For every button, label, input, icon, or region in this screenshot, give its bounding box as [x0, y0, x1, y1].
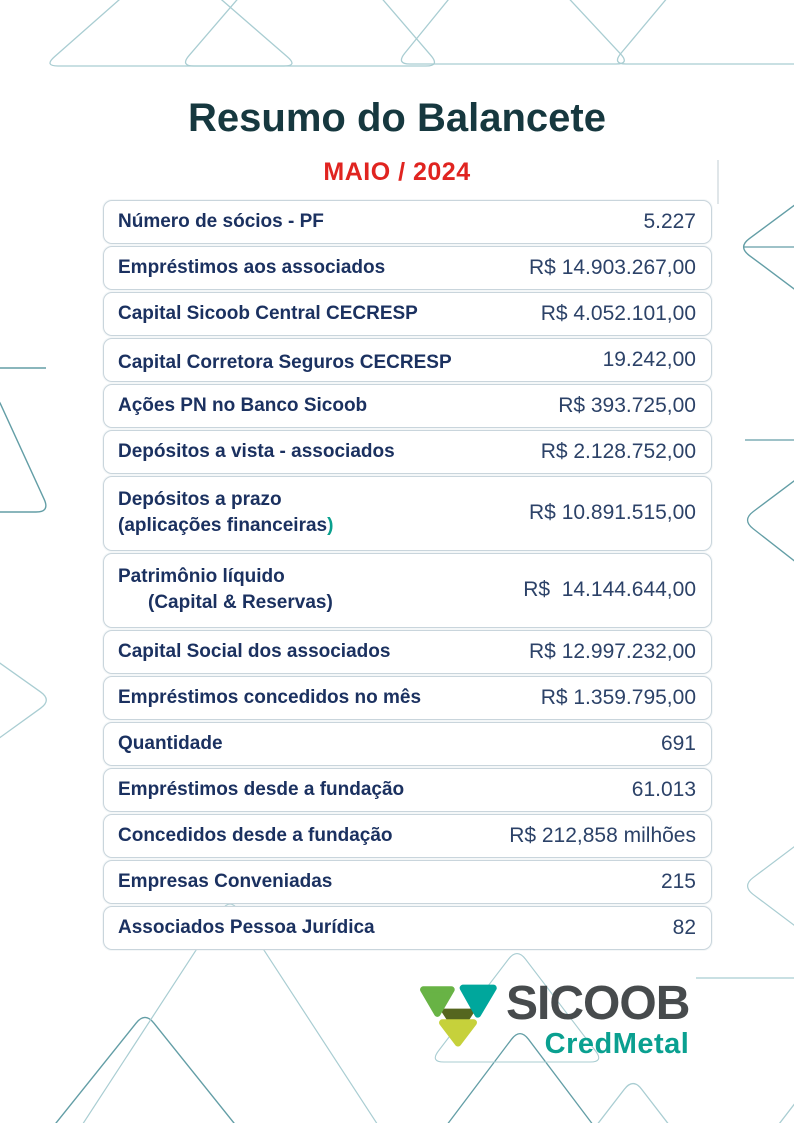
table-row: [103, 722, 712, 766]
balance-rows: [103, 200, 712, 950]
table-row: [103, 630, 712, 674]
table-row: [103, 338, 712, 382]
row-label: Capital Social dos associados: [118, 640, 391, 662]
cooperative-name: CredMetal: [544, 1027, 690, 1060]
sicoob-credmetal-logo: [416, 977, 690, 1061]
row-label: Capital Corretora Seguros CECRESP: [118, 351, 452, 373]
row-label: Concedidos desde a fundação: [118, 824, 393, 846]
row-value: 82: [672, 915, 696, 939]
table-row: [103, 430, 712, 474]
row-value: R$ 14.903.267,00: [529, 255, 696, 279]
row-value: R$ 1.359.795,00: [540, 685, 696, 709]
table-row: [103, 768, 712, 812]
row-label: Empresas Conveniadas: [118, 870, 333, 892]
row-label: Patrimônio líquido (Capital & Reservas): [118, 566, 333, 613]
row-label: Depósitos a prazo (aplicações financeiras): [118, 489, 334, 536]
row-label: Quantidade: [118, 732, 223, 754]
page-title: Resumo do Balancete: [188, 96, 606, 140]
row-value: R$ 10.891.515,00: [529, 501, 696, 524]
table-row: [103, 553, 712, 628]
table-row: [103, 292, 712, 336]
row-value: R$ 12.997.232,00: [529, 639, 696, 663]
table-row: [103, 200, 712, 244]
row-label: Empréstimos aos associados: [118, 256, 386, 278]
table-row: [103, 906, 712, 950]
table-row: [103, 476, 712, 551]
row-value: R$ 2.128.752,00: [540, 439, 696, 463]
brand-name: SICOOB: [506, 977, 690, 1030]
row-value: R$ 393.725,00: [558, 393, 696, 417]
period-label: MAIO / 2024: [323, 158, 471, 186]
row-value: 19.242,00: [602, 347, 696, 371]
row-value: 691: [660, 731, 696, 755]
table-row: [103, 384, 712, 428]
accent-paren: ): [327, 515, 334, 536]
logo-wordmark: [506, 977, 690, 1061]
row-label: Empréstimos concedidos no mês: [118, 686, 422, 708]
table-row: [103, 246, 712, 290]
row-value: R$ 14.144.644,00: [523, 578, 696, 601]
row-label: Empréstimos desde a fundação: [118, 778, 405, 800]
row-value: R$ 4.052.101,00: [540, 301, 696, 325]
row-label: Ações PN no Banco Sicoob: [118, 394, 368, 416]
table-row: [103, 860, 712, 904]
row-value: 215: [660, 869, 696, 893]
row-value: 5.227: [643, 209, 696, 233]
row-label: Associados Pessoa Jurídica: [118, 916, 375, 938]
table-row: [103, 676, 712, 720]
row-label: Capital Sicoob Central CECRESP: [118, 302, 418, 324]
row-value: 61.013: [631, 777, 696, 801]
row-label: Número de sócios - PF: [118, 210, 324, 232]
sicoob-triangle-logo-icon: [416, 983, 500, 1049]
table-row: [103, 814, 712, 858]
row-label: Depósitos a vista - associados: [118, 440, 395, 462]
row-value: R$ 212,858 milhões: [509, 823, 696, 847]
